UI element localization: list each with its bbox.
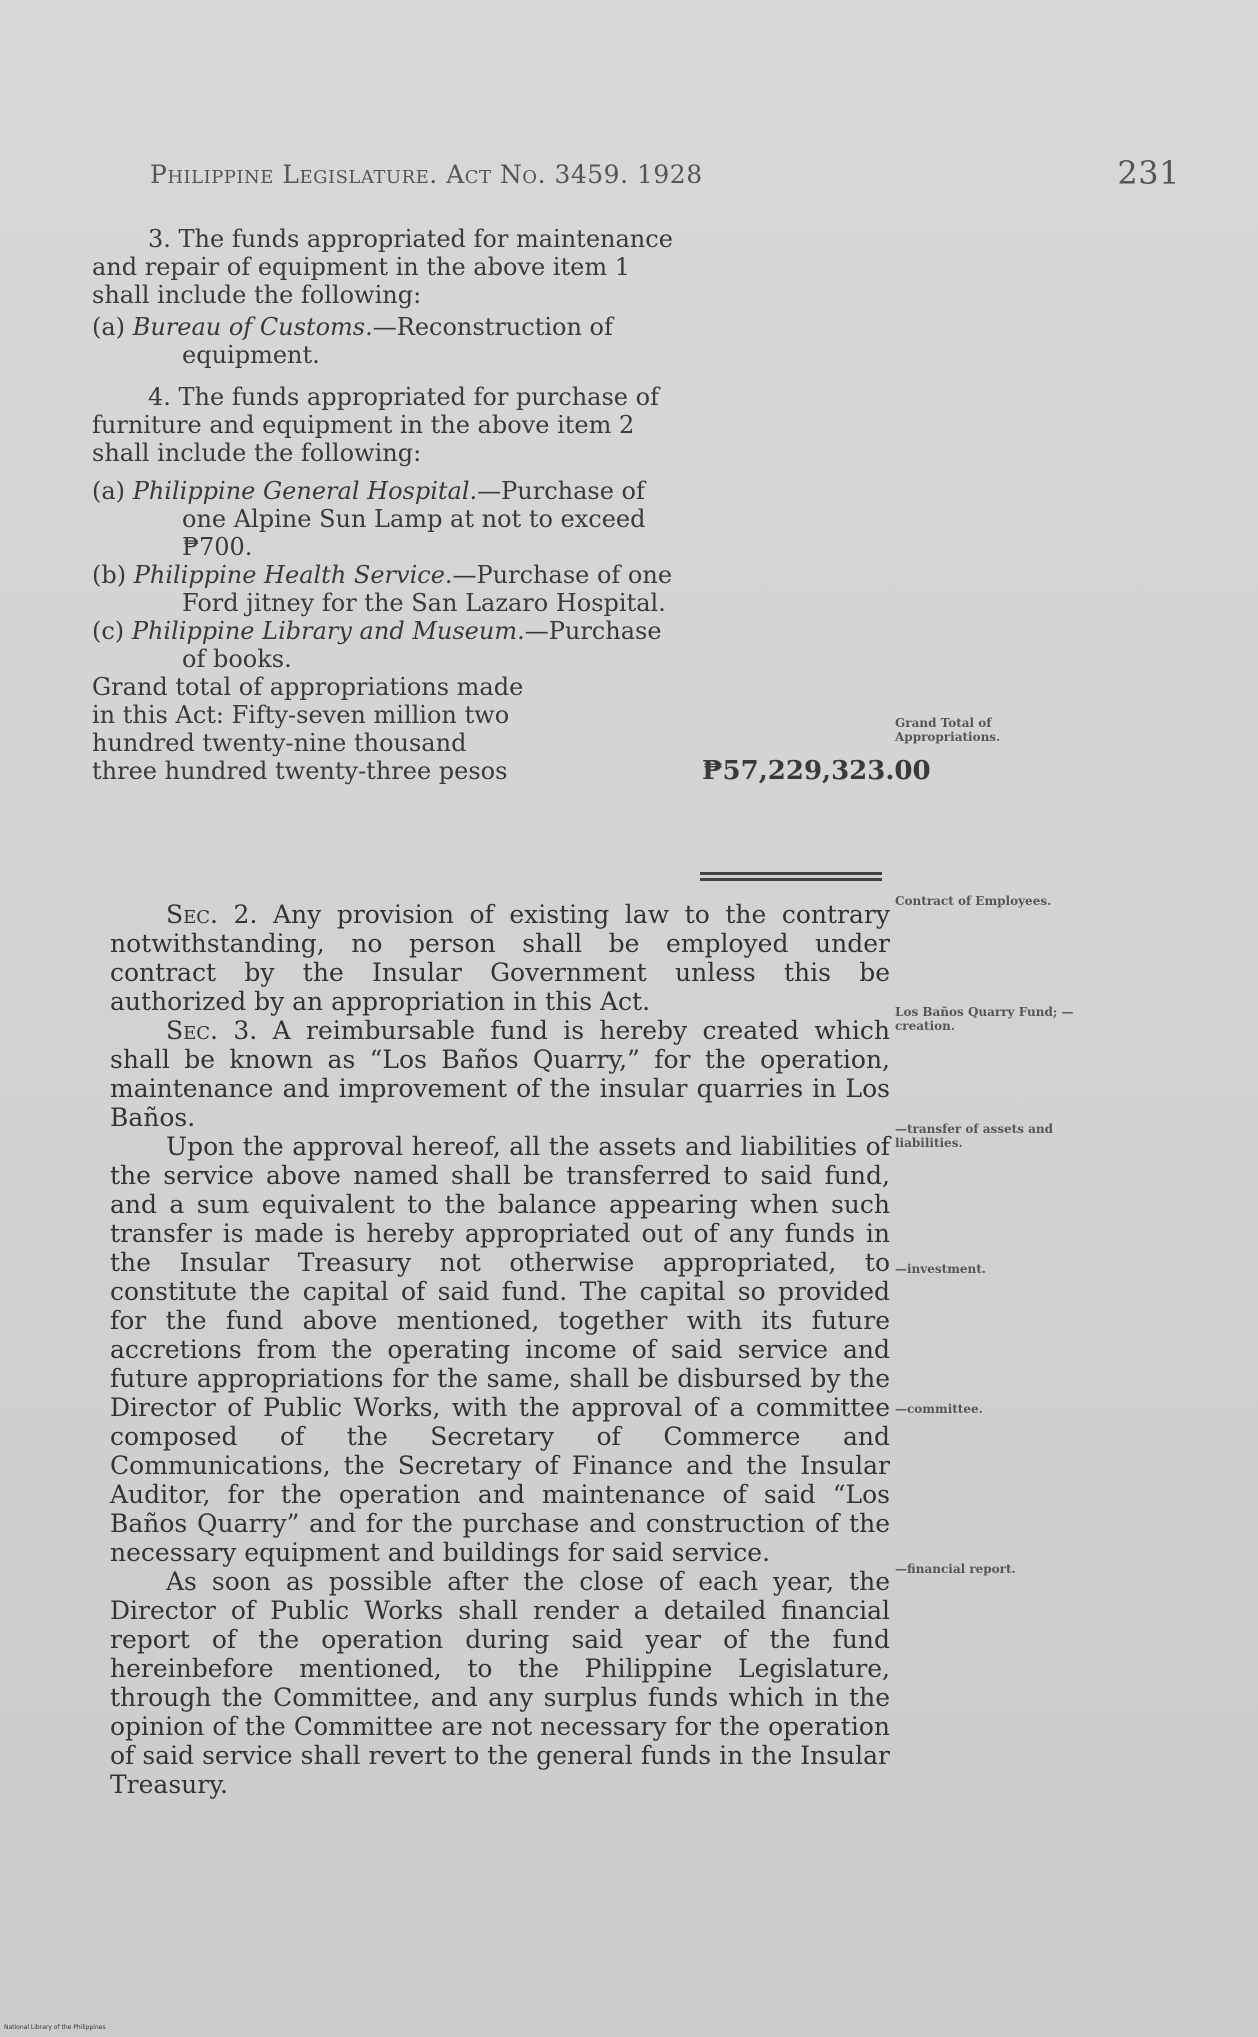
total-rule-2: [700, 878, 882, 881]
section-label: Sec. 3.: [166, 1016, 258, 1045]
section-text: Any provision of existing law to the contrary notwithstanding, no person shall be employed under contract by the Insular Government unless this be authorized by an appropriation in this Act.: [110, 900, 890, 1016]
item-4a: [92, 477, 682, 561]
page-header: [150, 154, 1180, 200]
section-3: [110, 1016, 890, 1132]
item-label: (b): [92, 561, 127, 589]
item-text: —Purchase of books.: [182, 617, 662, 673]
item-4b: [92, 561, 682, 617]
grand-total-text: Grand total of appropriations made in this Act: Fifty-seven million two hundred twenty-nine thousand three hundred twenty-three pesos: [92, 673, 524, 785]
item-title: Philippine Health Service.: [133, 561, 453, 589]
running-title: Philippine Legislature. Act No. 3459. 1928: [150, 160, 703, 189]
item-text: —Reconstruction of equipment.: [182, 313, 613, 369]
item-4c: [92, 617, 682, 673]
item-title: Philippine General Hospital.: [132, 477, 478, 505]
grand-total-row: [92, 756, 931, 817]
margin-note-investment: —investment.: [895, 1262, 986, 1276]
margin-note-committee: —committee.: [895, 1402, 983, 1416]
paragraph-transfer: Upon the approval hereof, all the assets and liabilities of the service above named shall be transferred to said fund, and a sum equivalent to the balance appearing when such transfer is made is hereby appropriated out of any funds in the Insular Treasury not otherwise appropriated, to constitute the capital of said fund. The capital so provided for the fund above mentioned, together with its future accretions from the operating income of said service and future appropriations for the same, shall be disbursed by the Director of Public Works, with the approval of a committee composed of the Secretary of Commerce and Communications, the Secretary of Finance and the Insular Auditor, for the operation and maintenance of said “Los Baños Quarry” and for the purchase and construction of the necessary equipment and buildings for said service.: [110, 1132, 890, 1567]
section-text: A reimbursable fund is hereby created which shall be known as “Los Baños Quarry,” for the operation, maintenance and improvement of the insular quarries in Los Baños.: [110, 1016, 890, 1132]
item-label: (c): [92, 617, 125, 645]
paragraph-4: 4. The funds appropriated for purchase of furniture and equipment in the above item 2 shall include the following:: [92, 383, 659, 467]
page-number: 231: [1117, 154, 1180, 192]
margin-note-transfer: —transfer of assets and liabilities.: [895, 1122, 1054, 1150]
item-label: (a): [92, 477, 126, 505]
section-label: Sec. 2.: [166, 900, 258, 929]
item-text: —Purchase of one Alpine Sun Lamp at not to exceed ₱700.: [182, 477, 646, 561]
item-label: (a): [92, 313, 126, 341]
margin-note-contract: Contract of Employees.: [895, 894, 1052, 908]
margin-note-quarry-fund: Los Baños Quarry Fund; —creation.: [895, 1005, 1074, 1033]
item-3a: [92, 313, 682, 369]
scan-footer: National Library of the Philippines: [4, 2024, 106, 2031]
item-text: —Purchase of one Ford jitney for the San Lazaro Hospital.: [182, 561, 673, 617]
section-2: [110, 900, 890, 1016]
appropriation-details: [92, 225, 931, 817]
grand-total-amount: ₱57,229,323.00: [702, 756, 931, 786]
total-rule: [700, 872, 882, 875]
margin-note-grand-total: Grand Total of Appropriations.: [895, 716, 1001, 744]
paragraph-3: 3. The funds appropriated for maintenance and repair of equipment in the above item 1 shall include the following:: [92, 225, 673, 309]
sections-body: [110, 900, 890, 1799]
item-title: Bureau of Customs.: [132, 313, 373, 341]
margin-note-financial-report: —financial report.: [895, 1562, 1016, 1576]
paragraph-report: As soon as possible after the close of each year, the Director of Public Works shall render a detailed financial report of the operation during said year of the fund hereinbefore mentioned, to the Philippine Legislature, through the Committee, and any surplus funds which in the opinion of the Committee are not necessary for the operation of said service shall revert to the general funds in the Insular Treasury.: [110, 1567, 890, 1799]
item-title: Philippine Library and Museum.: [131, 617, 525, 645]
